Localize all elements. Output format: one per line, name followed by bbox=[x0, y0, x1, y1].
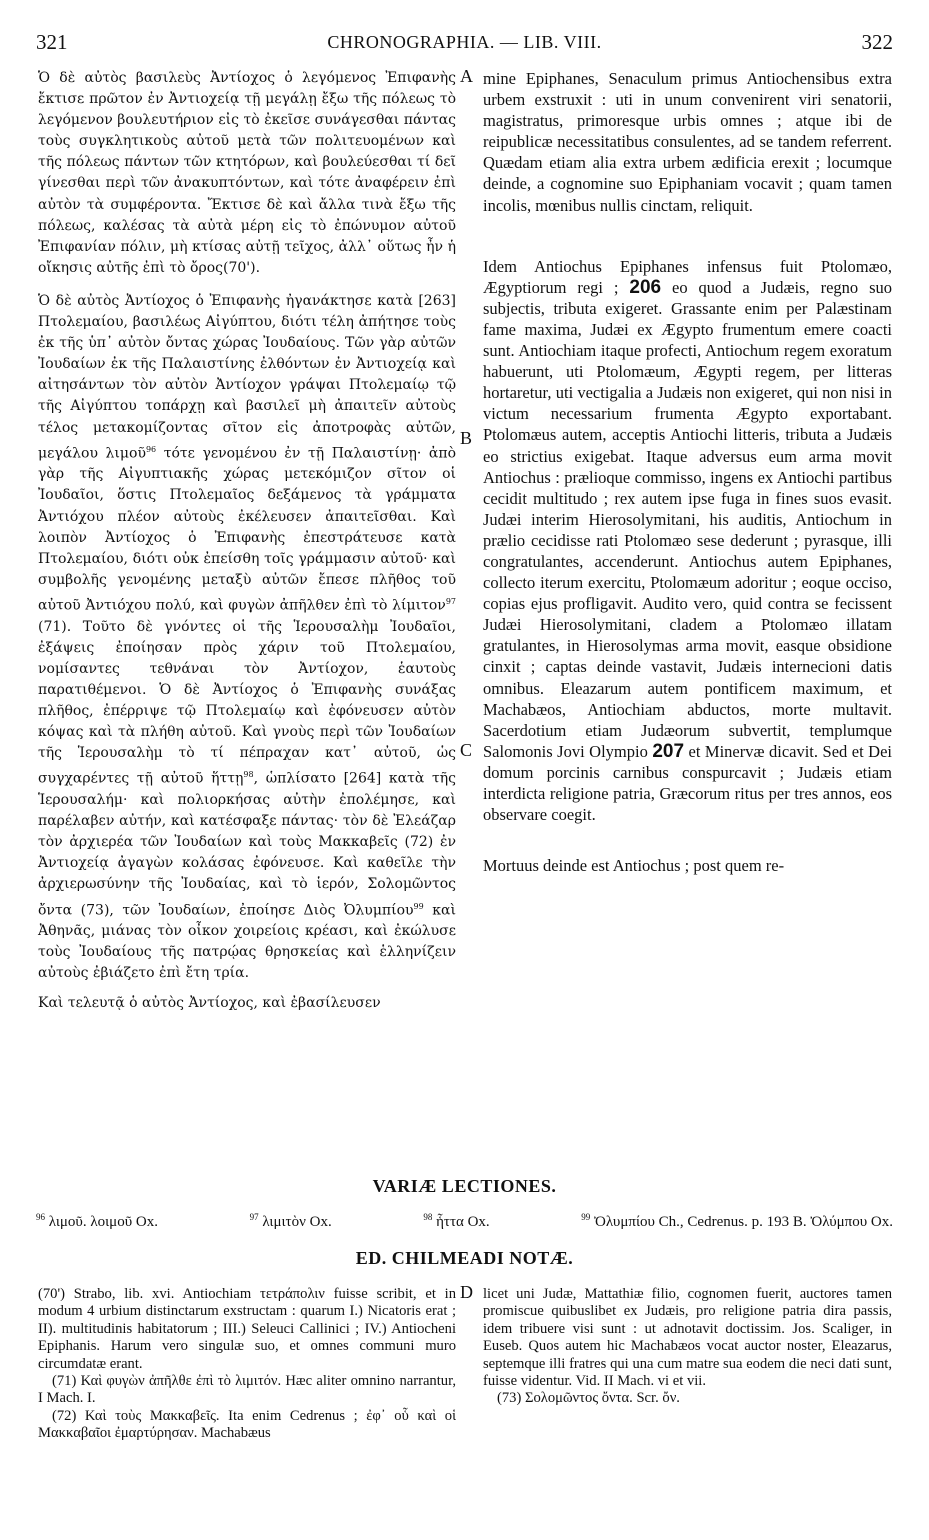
variant-text: Ὀλυμπίου Ch., Cedrenus. p. 193 B. Ὀλύμπου Ox. bbox=[590, 1214, 893, 1230]
margin-letter-a: A bbox=[460, 66, 473, 86]
variant-number: 98 bbox=[423, 1212, 433, 1222]
variant-number: 99 bbox=[581, 1212, 591, 1222]
footnote-ref-98: 98 bbox=[243, 770, 254, 780]
latin-text: eo quod a Judæis, regno suo subjectis, tributa exigeret. Grassante enim per Palæstinam fame maxima, Judæi ex Ægypto frumentum emere coacti sunt. Antiochiam itaque profecti, Antiochum regem exoratum habuerunt, uti Ptolomæum, Ægypti regem, per litteras hortaretur, uti vectigalia a Judæis non exigeret, qui non nisi in victum necessarium frumenta Ægypto exportabant. Ptolomæus autem, acceptis Antiochi litteris, tributa a Judæis eo strictius exigebat. Itaque adversus eum arma movit Antiochus : prælioque commisso, ingens ex Antiochi partibus cecidit multitudo ; rex autem ipse fuga in fines suos evasit. Judæi interim Hierosolymitani, his auditis, Antiochum in prælio cecidisse rati Ptolomæo sese dederunt ; pyrasque, illi congratulantes, accenderunt. Antiochus autem Epiphanes, collecto iterum exercitu, Ptolomæum adoritur ; eoque occiso, copias ejus profligavit. Audito vero, quid contra se fecissent Judæi Hierosolymitani, cladem a Ptolomæo illatam gratulantes, in Hierosolymas arma movit, easque obsidione cinxit ; captas deinde vastavit, Judæis internecioni datis omnibus. Eleazarum autem pontificem maximum, et Machabæos, Antiochiam abductos, morte multavit. Sacerdotium etiam Judæorum subvertit, templumque Salomonis Jovi Olympio bbox=[483, 277, 892, 761]
variant-reading bbox=[581, 1212, 893, 1231]
margin-letter-d: D bbox=[460, 1282, 473, 1302]
note-72: (72) Καὶ τοὺς Μακκαβεῖς. Ita enim Cedrenus ; ἐφ᾽ οὗ καὶ οἱ Μακκαβαῖοι ἐμαρτύρησαν. Machabæus bbox=[38, 1407, 456, 1442]
greek-text: (71). Τοῦτο δὲ γνόντες οἱ τῆς Ἱερουσαλὴμ Ἰουδαῖοι, ἐξάψεις ἐποίησαν πρὸς χάριν τοῦ Πτολεμαίου, νομίσαντες τεθνάναι τὸν Ἀντίοχον, ἑαυτοὺς παρατιθέμενοι. Ὁ δὲ Ἀντίοχος ὁ Ἐπιφανὴς συνάξας πλῆθος, ἐπέρριψε τῷ Πτολεμαίῳ καὶ ἐφόνευσεν αὐτὸν κόψας καὶ τὰ πλήθη αὐτοῦ. Καὶ γνοὺς περὶ τῶν Ἰουδαίων τῆς Ἱερουσαλὴμ τὸ τί πέπραχαν κατ᾽ αὐτοῦ, ὡς συγχαρέντες τῇ αὐτοῦ ἥττῃ bbox=[38, 618, 456, 787]
notes-left-column bbox=[38, 1286, 456, 1443]
running-title: CHRONOGRAPHIA. — LIB. VIII. bbox=[327, 32, 602, 52]
variant-reading bbox=[423, 1212, 489, 1231]
running-head bbox=[36, 30, 893, 56]
latin-text: Idem Antiochus Epiphanes infensus fuit Ptolomæo, Ægyptiorum regi ; bbox=[483, 256, 892, 297]
variant-text: ἧττα Ox. bbox=[432, 1214, 490, 1230]
greek-text-column bbox=[38, 68, 456, 1014]
margin-letter-c: C bbox=[460, 740, 473, 760]
variae-lectiones-heading: VARIÆ LECTIONES. bbox=[372, 1176, 557, 1196]
greek-paragraph-3: Καὶ τελευτᾷ ὁ αὐτὸς Ἀντίοχος, καὶ ἐβασίλευσεν bbox=[38, 994, 381, 1011]
notes-right-column bbox=[483, 1286, 892, 1408]
variant-number: 97 bbox=[249, 1212, 259, 1222]
greek-text: τότε γενομένου ἐν τῇ Παλαιστίνῃ· ἀπὸ γὰρ τῆς Αἰγυπτιακῆς χώρας μετεκόμιζον σῖτον οἱ Ἰουδαῖοι, ὅστις Πτολεμαῖος δεξάμενος τὰ γράμματα Ἀντιόχου πλέον αὐτοὺς ἐκέλευσεν ἀπαιτεῖσθαι. Καὶ λοιπὸν Ἀντίοχος ὁ Ἐπιφανὴς ἐπεστράτευσε κατὰ Πτολεμαίου, διότι οὐκ ἐπείσθη τοῖς γράμμασιν αὐτοῦ· καὶ συμβολῆς γενομένης μεταξὺ αὐτῶν ἔπεσε πλῆθος τοῦ αὐτοῦ Ἀντιόχου πολύ, καὶ φυγὼν ἀπῆλθεν ἐπὶ τὸ λίμιτον bbox=[38, 445, 456, 614]
greek-paragraph-2 bbox=[38, 291, 456, 985]
page-number-right: 322 bbox=[861, 30, 893, 54]
greek-text: Ὁ δὲ αὐτὸς Ἀντίοχος ὁ Ἐπιφανὴς ἠγανάκτησε κατὰ [263] Πτολεμαίου, βασιλέως Αἰγύπτου, διότι τέλη ἀπήτησε τοὺς ἐκ τῆς ὑπ᾽ αὐτὸν ὄντας χώρας Ἰουδαίους. Τῶν γὰρ αὐτῶν Ἰουδαίων ἐκ τῆς Παλαιστίνης ἐλθόντων ἐν Ἀντιοχείᾳ καὶ αἰτησάντων τὸν αὐτὸν Ἀντίοχον γράψαι Πτολεμαίῳ τῷ τῆς Αἰγύπτου τοπάρχῃ καὶ βασιλεῖ μὴ ἀπαιτεῖν αὐτοὺς τέλος μετακομίζοντας σῖτον εἰς ἀποτροφὰς αὐτῶν, μεγάλου λιμοῦ bbox=[38, 292, 456, 462]
variant-number: 96 bbox=[36, 1212, 45, 1222]
column-number-206: 206 bbox=[629, 276, 662, 298]
greek-paragraph-1: Ὁ δὲ αὐτὸς βασιλεὺς Ἀντίοχος ὁ λεγόμενος Ἐπιφανὴς ἔκτισε πρῶτον ἐν Ἀντιοχείᾳ τῇ μεγάλῃ ἔξω τῆς πόλεως τὸ λεγόμενον βουλευτήριον εἰς τὸ ἐκεῖσε συνάγεσθαι πάντας τοὺς συγκλητικοὺς αὐτοῦ μετὰ τῶν πολιτευομένων καὶ τῆς πόλεως πάντων τῶν κτητόρων, καὶ βουλεύεσθαι τί δεῖ γίνεσθαι περὶ τῶν ἀνακυπτόντων, καὶ τότε ἀναφέρειν ἐπὶ αὐτὸν τὰ συμφέροντα. Ἔκτισε δὲ καὶ ἄλλα τινὰ ἔξω τῆς πόλεως, καλέσας τὰ αὐτὰ μέρη εἰς τὸ ἐπώνυμον αὐτοῦ Ἐπιφανίαν πόλιν, μὴ κτίσας αὐτῇ τεῖχος, ἀλλ᾽ οὕτως ἦν ἡ οἴκησις αὐτῆς ἐπὶ τὸ ὄρος(70'). bbox=[38, 70, 456, 276]
latin-paragraph-1: mine Epiphanes, Senaculum primus Antiochensibus extra urbem exstruxit : uti in unum convenirent viri senatorii, magistratus, primoresque urbis omnes ; atque ibi de reipublicæ necessitatibus consulentes, ad se tandem referrent. Quædam etiam alia extra urbem ædificia erexit ; locumque deinde, a cognomine suo Epiphaniam vocavit ; quam tamen incolis, mœnibus nullis cinctam, reliquit. bbox=[483, 69, 892, 215]
latin-paragraph-3: Mortuus deinde est Antiochus ; post quem re- bbox=[483, 856, 785, 876]
variae-lectiones bbox=[36, 1212, 893, 1231]
footnote-ref-96: 96 bbox=[145, 444, 157, 454]
footnote-ref-97: 97 bbox=[445, 596, 456, 606]
variant-text: λιμιτὸν Ox. bbox=[258, 1214, 332, 1230]
variant-text: λιμοῦ. λοιμοῦ Ox. bbox=[45, 1214, 158, 1230]
notes-heading: ED. CHILMEADI NOTÆ. bbox=[355, 1248, 574, 1268]
note-70: (70') Strabo, lib. xvi. Antiochiam τετράπολιν fuisse scribit, et in modum 4 urbium distinctarum exstructam : quarum I.) Nicatoris erat ; II). multitudinis habitatorum ; III.) Seleuci Callinici ; IV.) Antiocheni Epiphanis. Harum vero singulæ suo, et omnes communi muro circumdatæ erant. bbox=[38, 1286, 456, 1372]
variant-reading bbox=[250, 1212, 332, 1231]
margin-letter-b: B bbox=[460, 428, 473, 448]
column-number-207: 207 bbox=[652, 740, 685, 762]
variant-reading bbox=[36, 1212, 158, 1231]
page-number-left: 321 bbox=[36, 30, 68, 54]
greek-text: , ὡπλίσατο [264] κατὰ τῆς Ἱερουσαλήμ· καὶ πολιορκήσας αὐτὴν ἐπολέμησε, καὶ παρέλαβεν αὐτήν, καὶ κατέσφαξε πάντας· τὸν δὲ Ἐλεάζαρ τὸν ἀρχιερέα τῶν Ἰουδαίων καὶ τοὺς Μακκαβεῖς (72) ἐν Ἀντιοχείᾳ ἀγαγὼν κολάσας ἐφόνευσε. Καὶ καθεῖλε τὴν ἀρχιερωσύνην τῆς Ἰουδαίας, καὶ τὸ ἱερόν, Σολομῶντος ὄντα (73), τῶν Ἰουδαίων, ἐποίησε Διὸς Ὀλυμπίου bbox=[38, 770, 457, 919]
latin-text: et Minervæ dicavit. Sed et Dei domum porcinis carnibus conspurcavit ; Judæis etiam interdicta religione patria, Græcorum ritus per tres annos, eos observare coegit. bbox=[483, 741, 892, 825]
note-71: (71) Καὶ φυγὼν ἀπῆλθε ἐπὶ τὸ λιμιτόν. Hæc aliter omnino narrantur, I Mach. I. bbox=[38, 1373, 456, 1407]
latin-paragraph-2 bbox=[483, 256, 892, 826]
footnote-ref-99: 99 bbox=[413, 901, 424, 911]
note-73: (73) Σολομῶντος ὄντα. Scr. ὄν. bbox=[497, 1390, 680, 1407]
note-72-continued: licet uni Judæ, Mattathiæ filio, cognomen fuerit, auctores tamen promiscue quibuslibet ex Judæis, pro religione patria dira passis, idem tribuere visi sunt : ut adnotavit doctissim. Jos. Scaliger, in Euseb. Quos autem hic Machabæos vocat auctor noster, Eleazarus, septemque illi fratres qui una cum matre sua eodem die neci dati sunt, fuisse videntur. Vid. II Mach. vi et vii. bbox=[483, 1286, 892, 1390]
latin-text-column bbox=[483, 68, 892, 876]
greek-text: καὶ Ἀθηνᾶς, μιάνας τὸν οἶκον χοιρείοις κρέασι, καὶ ἐκώλυσε τοὺς Ἰουδαίους τῆς πατρῴας θρησκείας καὶ ἑλληνίζειν αὐτοὺς ἐβιάζετο ἐπὶ ἔτη τρία. bbox=[38, 902, 456, 982]
